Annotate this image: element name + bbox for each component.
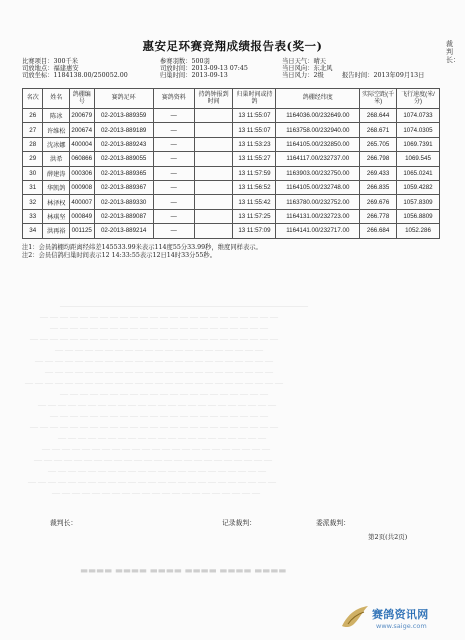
table-cell: 13 11:57:59 <box>233 166 276 180</box>
table-cell: 1057.8309 <box>396 195 439 209</box>
table-cell: 1164117.00/232737.00 <box>276 152 360 166</box>
release-time: 司放时间：2013-09-13 07:45 <box>160 65 248 73</box>
entry-count: 参赛羽数：500羽 <box>160 58 210 65</box>
table-cell: — <box>153 109 194 123</box>
table-cell <box>194 166 233 180</box>
table-cell: 33 <box>23 209 43 223</box>
watermark-text: 赛鸽资讯网 <box>372 608 429 621</box>
table-cell: 13 11:57:25 <box>233 209 276 223</box>
reverse-side-heading-bleed: ▬▬▬▬ ▬▬▬▬ ▬▬▬▬ ▬▬▬▬ ▬▬▬▬ ▬▬▬▬ <box>80 566 287 576</box>
table-cell: 060866 <box>70 152 95 166</box>
table-cell: 001125 <box>70 224 95 238</box>
table-cell: — <box>153 123 194 137</box>
page-number: 第2页(共2页) <box>368 533 408 541</box>
table-cell: 1059.4282 <box>396 180 439 194</box>
watermark-url: www.saige.com <box>376 622 427 630</box>
race-info-col3 <box>282 58 332 80</box>
table-cell: 34 <box>23 224 43 238</box>
table-cell: 1164105.00/232748.00 <box>276 180 360 194</box>
table-cell: 400004 <box>70 137 95 151</box>
table-cell: 1163903.00/232750.00 <box>276 166 360 180</box>
table-cell: 02-2013-889214 <box>94 224 153 238</box>
table-row <box>23 180 440 194</box>
table-row <box>23 152 440 166</box>
table-cell: 400007 <box>70 195 95 209</box>
table-cell <box>194 152 233 166</box>
table-cell <box>194 123 233 137</box>
col-distance: 实际空距(千米) <box>360 89 397 109</box>
table-row <box>23 166 440 180</box>
table-cell: 27 <box>23 123 43 137</box>
table-cell: 266.684 <box>360 224 397 238</box>
table-cell: 1069.545 <box>396 152 439 166</box>
table-cell: 02-2013-889087 <box>94 209 153 223</box>
table-cell: 26 <box>23 109 43 123</box>
table-cell: 02-2013-889243 <box>94 137 153 151</box>
table-row <box>23 137 440 151</box>
col-bird-info: 赛鸽资料 <box>153 89 194 109</box>
table-cell: 13 11:55:42 <box>233 195 276 209</box>
table-cell: 陈冰 <box>43 109 70 123</box>
committee-signature-label: 委派裁判： <box>316 519 350 527</box>
table-cell: 200674 <box>70 123 95 137</box>
table-cell <box>194 224 233 238</box>
table-cell: 1074.0733 <box>396 109 439 123</box>
table-cell: 洪再裕 <box>43 224 70 238</box>
table-cell: 29 <box>23 152 43 166</box>
table-cell: 266.835 <box>360 180 397 194</box>
table-cell <box>194 209 233 223</box>
referee-signature-label: 裁判长： <box>50 519 78 527</box>
weather: 当日天气：晴天 <box>282 58 327 65</box>
race-info-col2 <box>160 58 248 80</box>
table-cell: 30 <box>23 166 43 180</box>
table-cell: — <box>153 180 194 194</box>
col-loft-id: 鸽棚编号 <box>70 89 95 109</box>
table-cell: 1065.0241 <box>396 166 439 180</box>
table-cell: 1069.7391 <box>396 137 439 151</box>
col-ring: 赛鸽足环 <box>94 89 153 109</box>
table-cell: 1164131.00/232723.00 <box>276 209 360 223</box>
col-name: 姓名 <box>43 89 70 109</box>
results-table <box>22 88 440 239</box>
table-cell: 268.671 <box>360 123 397 137</box>
table-cell: 31 <box>23 180 43 194</box>
table-cell: 许维松 <box>43 123 70 137</box>
table-cell: — <box>153 195 194 209</box>
col-coordinates: 鸽棚经纬度 <box>276 89 360 109</box>
return-date: 归巢时间：2013-09-13 <box>160 72 228 80</box>
table-cell: 1164105.00/232850.00 <box>276 137 360 151</box>
col-clock-time: 持鸽钟报到时间 <box>194 89 233 109</box>
release-location: 司放地点：福建惠安 <box>22 65 79 73</box>
table-cell: 1163758.00/232940.00 <box>276 123 360 137</box>
table-cell: 13 11:55:07 <box>233 123 276 137</box>
table-cell: 265.705 <box>360 137 397 151</box>
table-cell: 28 <box>23 137 43 151</box>
table-row <box>23 109 440 123</box>
table-cell: 269.433 <box>360 166 397 180</box>
table-cell: 266.778 <box>360 209 397 223</box>
table-cell: 02-2013-889055 <box>94 152 153 166</box>
reverse-side-bleed: ——————————————————————————————— — — — — — — — — — — — — — — — — — — — — — — — — — — — — — — — — — — — — — — — — — — — — — — — — — — — — — — — — — — — — — — — — — — — — — — — — — — — — — — — — — — — — — — — — — — — — — — — — — — — — — — — — — — — — — — — — — — — — — — — — — — — — — — — — — — — — — — — — — — — — — — — — — — — — — — — — — — — — — — — — — — — — — — — — — — — — — — — — — — — — — — — — — — — — — — — — — — — — — — — — — — — — — — — — — — — — — — — — — — — — — — — — — — — — — — — — — — — — — — — — — — — — — — — — — — — — — — — — — — — — — — — — — — — — — — — — — — — — — — — — — — — — — — — — — — — — — — — — — — — — — — — — — — — — — — — — — — — — — — — — — — — — — — — — — — — — — — — — — — — — — — — — — — — — — — — — — — — — — — — — — — — — — — — — — — — — — — — — — — — — — — — — — — — — — — — — — <box>25 301 308 497</box>
table-row <box>23 195 440 209</box>
table-cell: — <box>153 137 194 151</box>
table-row <box>23 209 440 223</box>
col-rank: 名次 <box>23 89 43 109</box>
table-cell: 1052.286 <box>396 224 439 238</box>
race-info-col1 <box>22 58 128 80</box>
table-cell: 200679 <box>70 109 95 123</box>
table-cell: — <box>153 209 194 223</box>
col-speed: 飞行速度(米/分) <box>396 89 439 109</box>
pigeon-logo-icon <box>338 600 372 634</box>
table-cell: 13 11:56:52 <box>233 180 276 194</box>
table-cell: 02-2013-889359 <box>94 109 153 123</box>
footnote-2: 注2：会员信鸽归巢时间表示12 14:33:55表示12日14时33分55秒。 <box>22 252 216 259</box>
table-cell: 13 11:57:09 <box>233 224 276 238</box>
table-cell: — <box>153 152 194 166</box>
report-title: 惠安足环赛竞翔成绩报告表(奖一) <box>142 39 323 53</box>
side-note: 裁判长： <box>446 40 460 64</box>
footnotes <box>22 244 262 260</box>
wind-direction: 当日风向：东北风 <box>282 65 333 73</box>
table-cell: 02-2013-889365 <box>94 166 153 180</box>
table-cell: 02-2013-889330 <box>94 195 153 209</box>
table-cell: 02-2013-889189 <box>94 123 153 137</box>
table-cell: — <box>153 224 194 238</box>
table-cell: 13 11:55:27 <box>233 152 276 166</box>
table-cell: 269.676 <box>360 195 397 209</box>
table-row <box>23 123 440 137</box>
col-arrival-time: 归巢时间或持鸽 <box>233 89 276 109</box>
table-cell: 薛建涛 <box>43 166 70 180</box>
release-coordinates: 司放坐标：1184138.00/250052.00 <box>22 72 128 80</box>
table-cell: 1164141.00/232717.00 <box>276 224 360 238</box>
table-cell <box>194 180 233 194</box>
table-cell: 华凯鸽 <box>43 180 70 194</box>
table-cell: 000306 <box>70 166 95 180</box>
table-row <box>23 224 440 238</box>
table-cell: 13 11:53:23 <box>233 137 276 151</box>
table-header-row <box>23 89 440 109</box>
table-cell: 32 <box>23 195 43 209</box>
table-cell: 1164036.00/232649.00 <box>276 109 360 123</box>
table-cell: 林琪坚 <box>43 209 70 223</box>
table-cell: 1163780.00/232752.00 <box>276 195 360 209</box>
table-cell: 沈冰娜 <box>43 137 70 151</box>
table-cell <box>194 109 233 123</box>
table-cell: — <box>153 166 194 180</box>
table-cell <box>194 137 233 151</box>
results-body <box>23 109 440 239</box>
table-cell: 000908 <box>70 180 95 194</box>
table-cell: 林泽权 <box>43 195 70 209</box>
table-cell: 266.798 <box>360 152 397 166</box>
race-event: 比赛项目：300千米 <box>22 58 79 65</box>
wind-force: 当日风力：2级 <box>282 72 324 80</box>
report-date: 报告时间：2013年09月13日 <box>342 72 425 80</box>
table-cell: 13 11:55:07 <box>233 109 276 123</box>
table-cell: 000849 <box>70 209 95 223</box>
recorder-signature-label: 记录裁判： <box>222 519 256 527</box>
table-cell: 洪希 <box>43 152 70 166</box>
table-cell: 268.644 <box>360 109 397 123</box>
table-cell: 1074.0305 <box>396 123 439 137</box>
footnote-1: 注1：会员鸽棚均距离经纬差145533.99米表示114度55分33.99秒，维度同样表示。 <box>22 244 262 251</box>
table-cell: 1056.8809 <box>396 209 439 223</box>
table-cell <box>194 195 233 209</box>
table-cell: 02-2013-889367 <box>94 180 153 194</box>
